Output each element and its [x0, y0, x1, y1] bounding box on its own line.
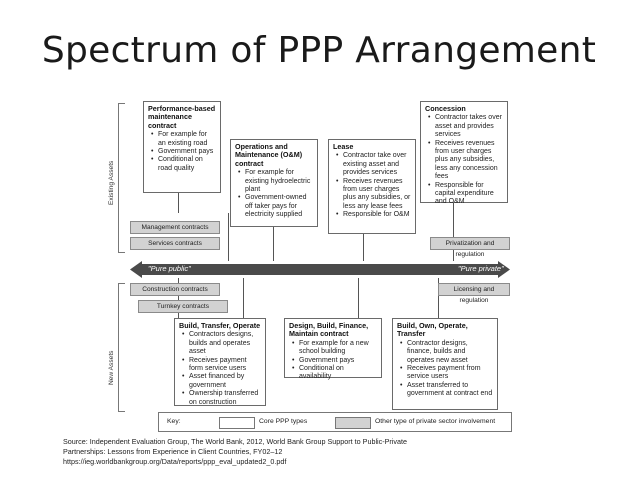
box-item: • Contractor designs, finance, builds and operates new asset: [407, 340, 493, 365]
box-item: • Asset financed by government: [189, 373, 261, 390]
source-citation: [63, 437, 407, 467]
box-heading: Performance-based maintenance contract: [148, 104, 216, 130]
new-assets-bracket: [118, 283, 125, 412]
box-heading: Build, Own, Operate, Transfer: [397, 321, 468, 339]
connector-line: [363, 234, 364, 261]
box-item: • Contractor take over existing asset and provides services: [343, 152, 411, 177]
privatization-box: Privatization and regulation: [430, 237, 510, 250]
box-heading: Build, Transfer, Operate: [179, 321, 261, 330]
connector-line: [358, 278, 359, 318]
box-item: • Government pays: [299, 357, 377, 365]
box-item: • Conditional on road quality: [158, 156, 216, 173]
connector-line: [453, 203, 454, 261]
boot-box: [392, 318, 498, 410]
existing-assets-bracket: [118, 103, 125, 253]
performance-based-contract-box: [143, 101, 221, 193]
box-item: • Responsible for capital expenditure and O&M: [435, 182, 503, 207]
box-item: • Government pays: [158, 148, 216, 156]
box-item: • For example for a new school building: [299, 340, 377, 357]
bto-box: [174, 318, 266, 406]
box-item: • For example for existing hydroelectric plant: [245, 169, 313, 194]
key-other-label: Other type of private sector involvement: [375, 418, 496, 425]
box-heading: Concession: [425, 104, 466, 113]
box-heading: Design, Build, Finance, Maintain contract: [289, 321, 369, 339]
box-item: • Ownership transferred on construction: [189, 390, 261, 407]
services-contracts-box: Services contracts: [130, 237, 220, 250]
existing-assets-label: Existing Assets: [108, 160, 115, 205]
connector-line: [178, 193, 179, 213]
pure-private-label: "Pure private": [458, 264, 504, 273]
slide-title: Spectrum of PPP Arrangement: [41, 30, 597, 71]
box-item: • Receives payment form service users: [189, 357, 261, 374]
turnkey-contracts-box: Turnkey contracts: [138, 300, 228, 313]
source-line: Source: Independent Evaluation Group, The World Bank, 2012, World Bank Group Support to Public-Private: [63, 437, 408, 446]
new-assets-label: New Assets: [108, 350, 115, 385]
box-item: • Government-owned off taker pays for electricity supplied: [245, 194, 313, 219]
om-contract-box: [230, 139, 318, 227]
box-item: • Responsible for O&M: [343, 211, 411, 219]
construction-contracts-box: Construction contracts: [130, 283, 220, 296]
box-item: • Receives revenues from user charges plus any subsidies, or less any lease fees: [343, 178, 411, 212]
connector-line: [273, 227, 274, 261]
key-core-swatch: [219, 417, 255, 429]
key-core-label: Core PPP types: [259, 418, 308, 425]
key-other-swatch: [335, 417, 371, 429]
dbfm-box: [284, 318, 382, 381]
lease-box: [328, 139, 416, 234]
box-item: • Contractors designs, builds and operates asset: [189, 331, 261, 356]
box-item: • Asset transferred to government at contract end: [407, 382, 493, 399]
connector-line: [243, 278, 244, 318]
legend-key: [158, 412, 512, 432]
concession-box: [420, 101, 508, 206]
connector-line: [228, 213, 229, 261]
box-item: • Receives revenues from user charges plus any subsidies, less any concession fees: [435, 140, 503, 182]
box-heading: Operations and Maintenance (O&M) contract: [235, 142, 303, 168]
box-item: • Receives payment from service users: [407, 365, 493, 382]
management-contracts-box: Management contracts: [130, 221, 220, 234]
box-item: • For example for an existing road: [158, 131, 216, 148]
pure-public-label: "Pure public": [148, 264, 191, 273]
box-item: • Contractor takes over asset and provides services: [435, 114, 503, 139]
box-heading: Lease: [333, 142, 354, 151]
source-line: Partnerships: Lessons from Experience in Client Countries, FY02–12: [63, 447, 283, 456]
ppp-spectrum-diagram: [108, 95, 518, 433]
box-item: • Conditional on availability: [299, 365, 377, 382]
key-label: Key:: [167, 418, 181, 425]
licensing-box: Licensing and regulation: [438, 283, 510, 296]
source-link: https://ieg.worldbankgroup.org/Data/reports/ppp_eval_updated2_0.pdf: [63, 457, 287, 466]
